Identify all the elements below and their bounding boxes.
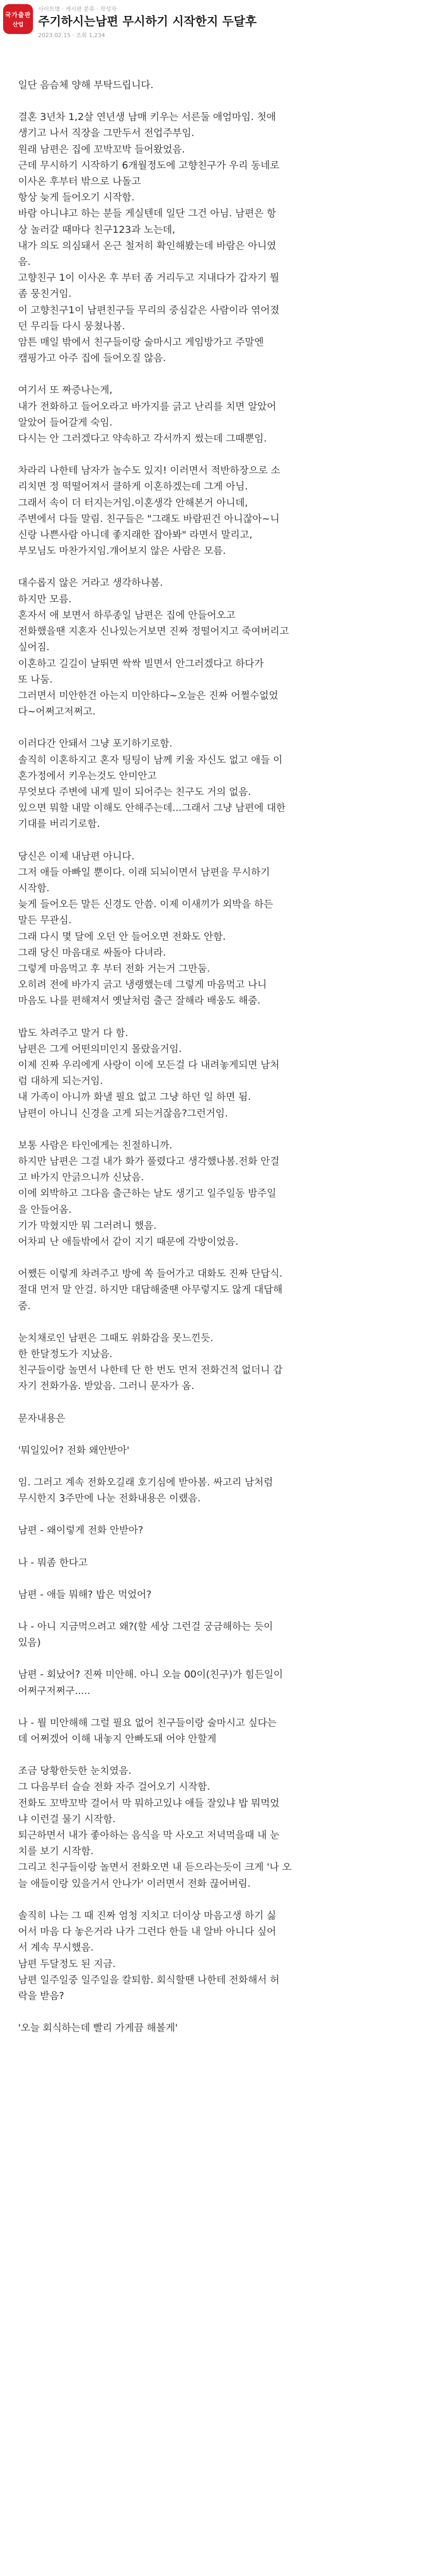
paragraph: 여기서 또 짜증나는게, 내가 전화하고 들어오라고 바가지를 긁고 난리를 치면 알았어 알았어 들어갈게 숙임. 다시는 안 그러겠다고 약속하고 각서까지 썼는데 그때뿐임. [18, 384, 277, 445]
paragraph: 눈치채로인 남편은 그때도 위화감을 못느낀듯. 한 한달정도가 지났음. 친구들이랑 놀면서 나한테 단 한 번도 먼저 전화건적 없더니 갑 자기 전화가옴. 받았음. 그러니 문자가 옴. [18, 1332, 283, 1392]
post-title: 주기하시는남편 무시하기 시작한지 두달후 [38, 15, 257, 28]
paragraph: 차라리 나한테 남자가 놀수도 있지! 이러면서 적반하장으로 소 리치면 정 떡떨어져서 클하게 이혼하겠는데 그게 아님. 그래서 속이 더 터지는거임.이혼생각 안해본거 아니데, 주변에서 다들 말림. 친구들은 "그래도 바람핀건 아니잖아~니 신랑 나쁜사람 아니데 좋지래한 잡아봐" 라면서 말리고, 부모님도 마찬가지임.걔어보지 않은 사람은 모름. [18, 465, 280, 557]
paragraph: 솔직히 나는 그 때 진짜 엄청 지치고 더이상 마음고생 하기 싫 어서 마음 다 놓은거라 나가 그런다 한들 내 알바 아니다 싶어 서 계속 무시했음. 남편 두달정도 된 지금. 남편 일주일중 일주일을 칼퇴함. 회식할땐 나한테 전화해서 허 락을 받음? [18, 1909, 280, 2002]
site-logo-line1: 국가출판 [5, 11, 31, 19]
paragraph: 어쨌든 이렇게 차려주고 방에 쏙 들어가고 대화도 진짜 단답식. 절대 먼저 말 안걸. 하지만 대답해줄땐 아무렇지도 않게 대답해 줌. [18, 1268, 283, 1312]
quoted-text: '뭐일있어? 전화 왜안받아' [18, 1444, 130, 1456]
paragraph: 보통 사람은 타인에게는 친절하니까. 하지만 남편은 그걸 내가 화가 풀렸다고 생각했나봄.전화 안걸 고 바가지 안긁으니까 신났음. 이에 외박하고 그다음 출근하는 날도 생기고 일주일동 밤주일 을 안들어옴. 기가 막혔지만 뭐 그러려니 했음. 어차피 난 애들밖에서 같이 지기 때문에 각방이었음. [18, 1139, 280, 1247]
paragraph: 조금 당황한듯한 눈치였음. 그 다음부터 슬슬 전화 자주 걸어오기 시작함. 전화도 꼬박꼬박 걸어서 막 뭐하고있냐 애들 잘있냐 밥 뭐먹었 냐 이런걸 물기 시작함. 퇴근하면서 내가 좋아하는 음식을 막 사오고 저녁먹을때 내 눈 치를 보기 시작함. 그리고 친구들이랑 놀면서 전화오면 내 듣으라는듯이 크게 '나 오 늘 애들이랑 있을거서 안나가' 이러면서 전화 끊어버림. [18, 1765, 292, 1889]
paragraph: 임. 그러고 계속 전화오길래 호기심에 받아봄. 싸고리 남처럼 무시한지 3주만에 나눈 전화내용은 이랬음. [18, 1477, 273, 1504]
paragraph: 밥도 차려주고 말거 다 함. 남편은 그게 어떤의미인지 몰랐을거임. 이제 진짜 우리에게 사랑이 이에 모든걸 다 내려놓게되면 남처 럼 대하게 되는거임. 내 가족이 아니까 화낼 필요 없고 그냥 하던 일 하면 됨. 남편이 아니니 신경을 고게 되는거잖음?그런거임. [18, 1027, 280, 1119]
post-body [0, 39, 438, 2036]
paragraph: 당신은 이제 내남편 아니다. 그저 애들 아빠일 뿐이다. 이래 되뇌이면서 남편을 무시하기 시작함. 늦게 들어오든 말든 신경도 안씀. 이제 이새끼가 외박을 하든 말든 무관심. 그래 다시 몇 달에 오던 안 들어오면 전화도 안함. 그래 당신 마음대로 싸돌아 다녀라. 그렇게 마음먹고 후 부터 전화 거는거 그만둠. 오히려 전에 바가지 긁고 냉랭했는데 그렇게 마음먹고 나니 마음도 나를 편해져서 옛날처럼 출근 잘해라 배웅도 해줌. [18, 850, 273, 1007]
dialogue-line: 남편 - 회났어? 진짜 미안해. 아니 오늘 00이(친구)가 힘든일이 어쩌구저쩌구..... [18, 1669, 283, 1697]
dialogue-line: 나 - 아니 지금먹으려고 왜?(할 세상 그런걸 궁금해하는 듯이 있음) [18, 1621, 273, 1649]
quoted-text: '오늘 회식하는데 빨리 가게끔 해볼게' [18, 2022, 178, 2034]
breadcrumb[interactable]: 사이트명 · 게시판 분류 · 작성자 [38, 6, 116, 12]
dialogue-line: 남편 - 왜이렇게 전화 안받아? [18, 1524, 143, 1536]
paragraph: 대수롭지 않은 거라고 생각하나봄. 하지만 모름. 혼자서 애 보면서 하루종일 남편은 집에 안들어오고 전화했을땐 지혼자 신나있는거보면 진짜 정떨어지고 죽여버리고 싶어짐. 이혼하고 길길이 날뛰면 싹싹 빌면서 안그러겠다고 하다가 또 나둠. 그러면서 미안한건 아는지 미안하다~오늘은 진짜 어쩔수없었 다~어쩌고저쩌고. [18, 577, 289, 718]
dialogue-line: 나 - 뭘 미안해해 그럴 필요 없어 친구들이랑 술마시고 싶다는 데 어쩌겠어 이해 내놓지 안빠도돼 어야 안할게 [18, 1717, 277, 1745]
dialogue-line: 나 - 뭐좀 한다고 [18, 1556, 88, 1568]
site-logo[interactable] [3, 4, 33, 34]
paragraph: 일단 음슴체 양해 부탁드립니다. [18, 79, 154, 91]
header-text [38, 4, 257, 39]
post-header [0, 0, 438, 39]
paragraph: 결혼 3년차 1,2살 연년생 남매 키우는 서른둘 애엄마임. 첫애 생기고 나서 직장을 그만두서 전업주부임. 원래 남편은 집에 꼬박꼬박 들어왔었음. 근데 무시하기 시작하기 6개월정도에 고향친구가 우리 동네로 이사온 후부터 밖으로 나돌고 항상 늦게 들어오기 시작함. 바람 아니냐고 하는 분들 게실텐데 일단 그건 아님. 남편은 항 상 놀러갈 때마다 친구123과 노는데, 내가 의도 의심돼서 온근 철저히 확인해봤는데 바람은 아니였 음. 고향친구 1이 이사온 후 부터 좀 거리두고 지내다가 갑자기 뭘 좀 뭉친거임. 이 고향친구1이 남편친구들 무리의 중심같은 사람이라 엮어졌 던 무리들 다시 뭉쳤나봄. 암튼 매일 밖에서 친구들이랑 술마시고 게임방가고 주말엔 캠핑가고 아주 집에 들어오질 않음. [18, 111, 280, 364]
paragraph: 문자내용은 [18, 1412, 65, 1424]
post-meta: 2023.02.15 · 조회 1,234 [38, 32, 105, 39]
paragraph: 이러다간 안돼서 그냥 포기하기로함. 솔직히 이혼하지고 혼자 팅팅이 남께 키울 자신도 없고 애들 이 혼가정에서 키우는것도 안미안고 무엇보다 주변에 내게 밀이 되어주는 친구도 거의 없음. 있으면 뭐할 내말 이해도 안해주는데...그래서 그냥 남편에 대한 기대를 버리기로함. [18, 738, 286, 830]
dialogue-line: 남편 - 애들 뭐해? 밥은 먹었어? [18, 1588, 152, 1600]
site-logo-line2: 산업 [12, 21, 24, 28]
